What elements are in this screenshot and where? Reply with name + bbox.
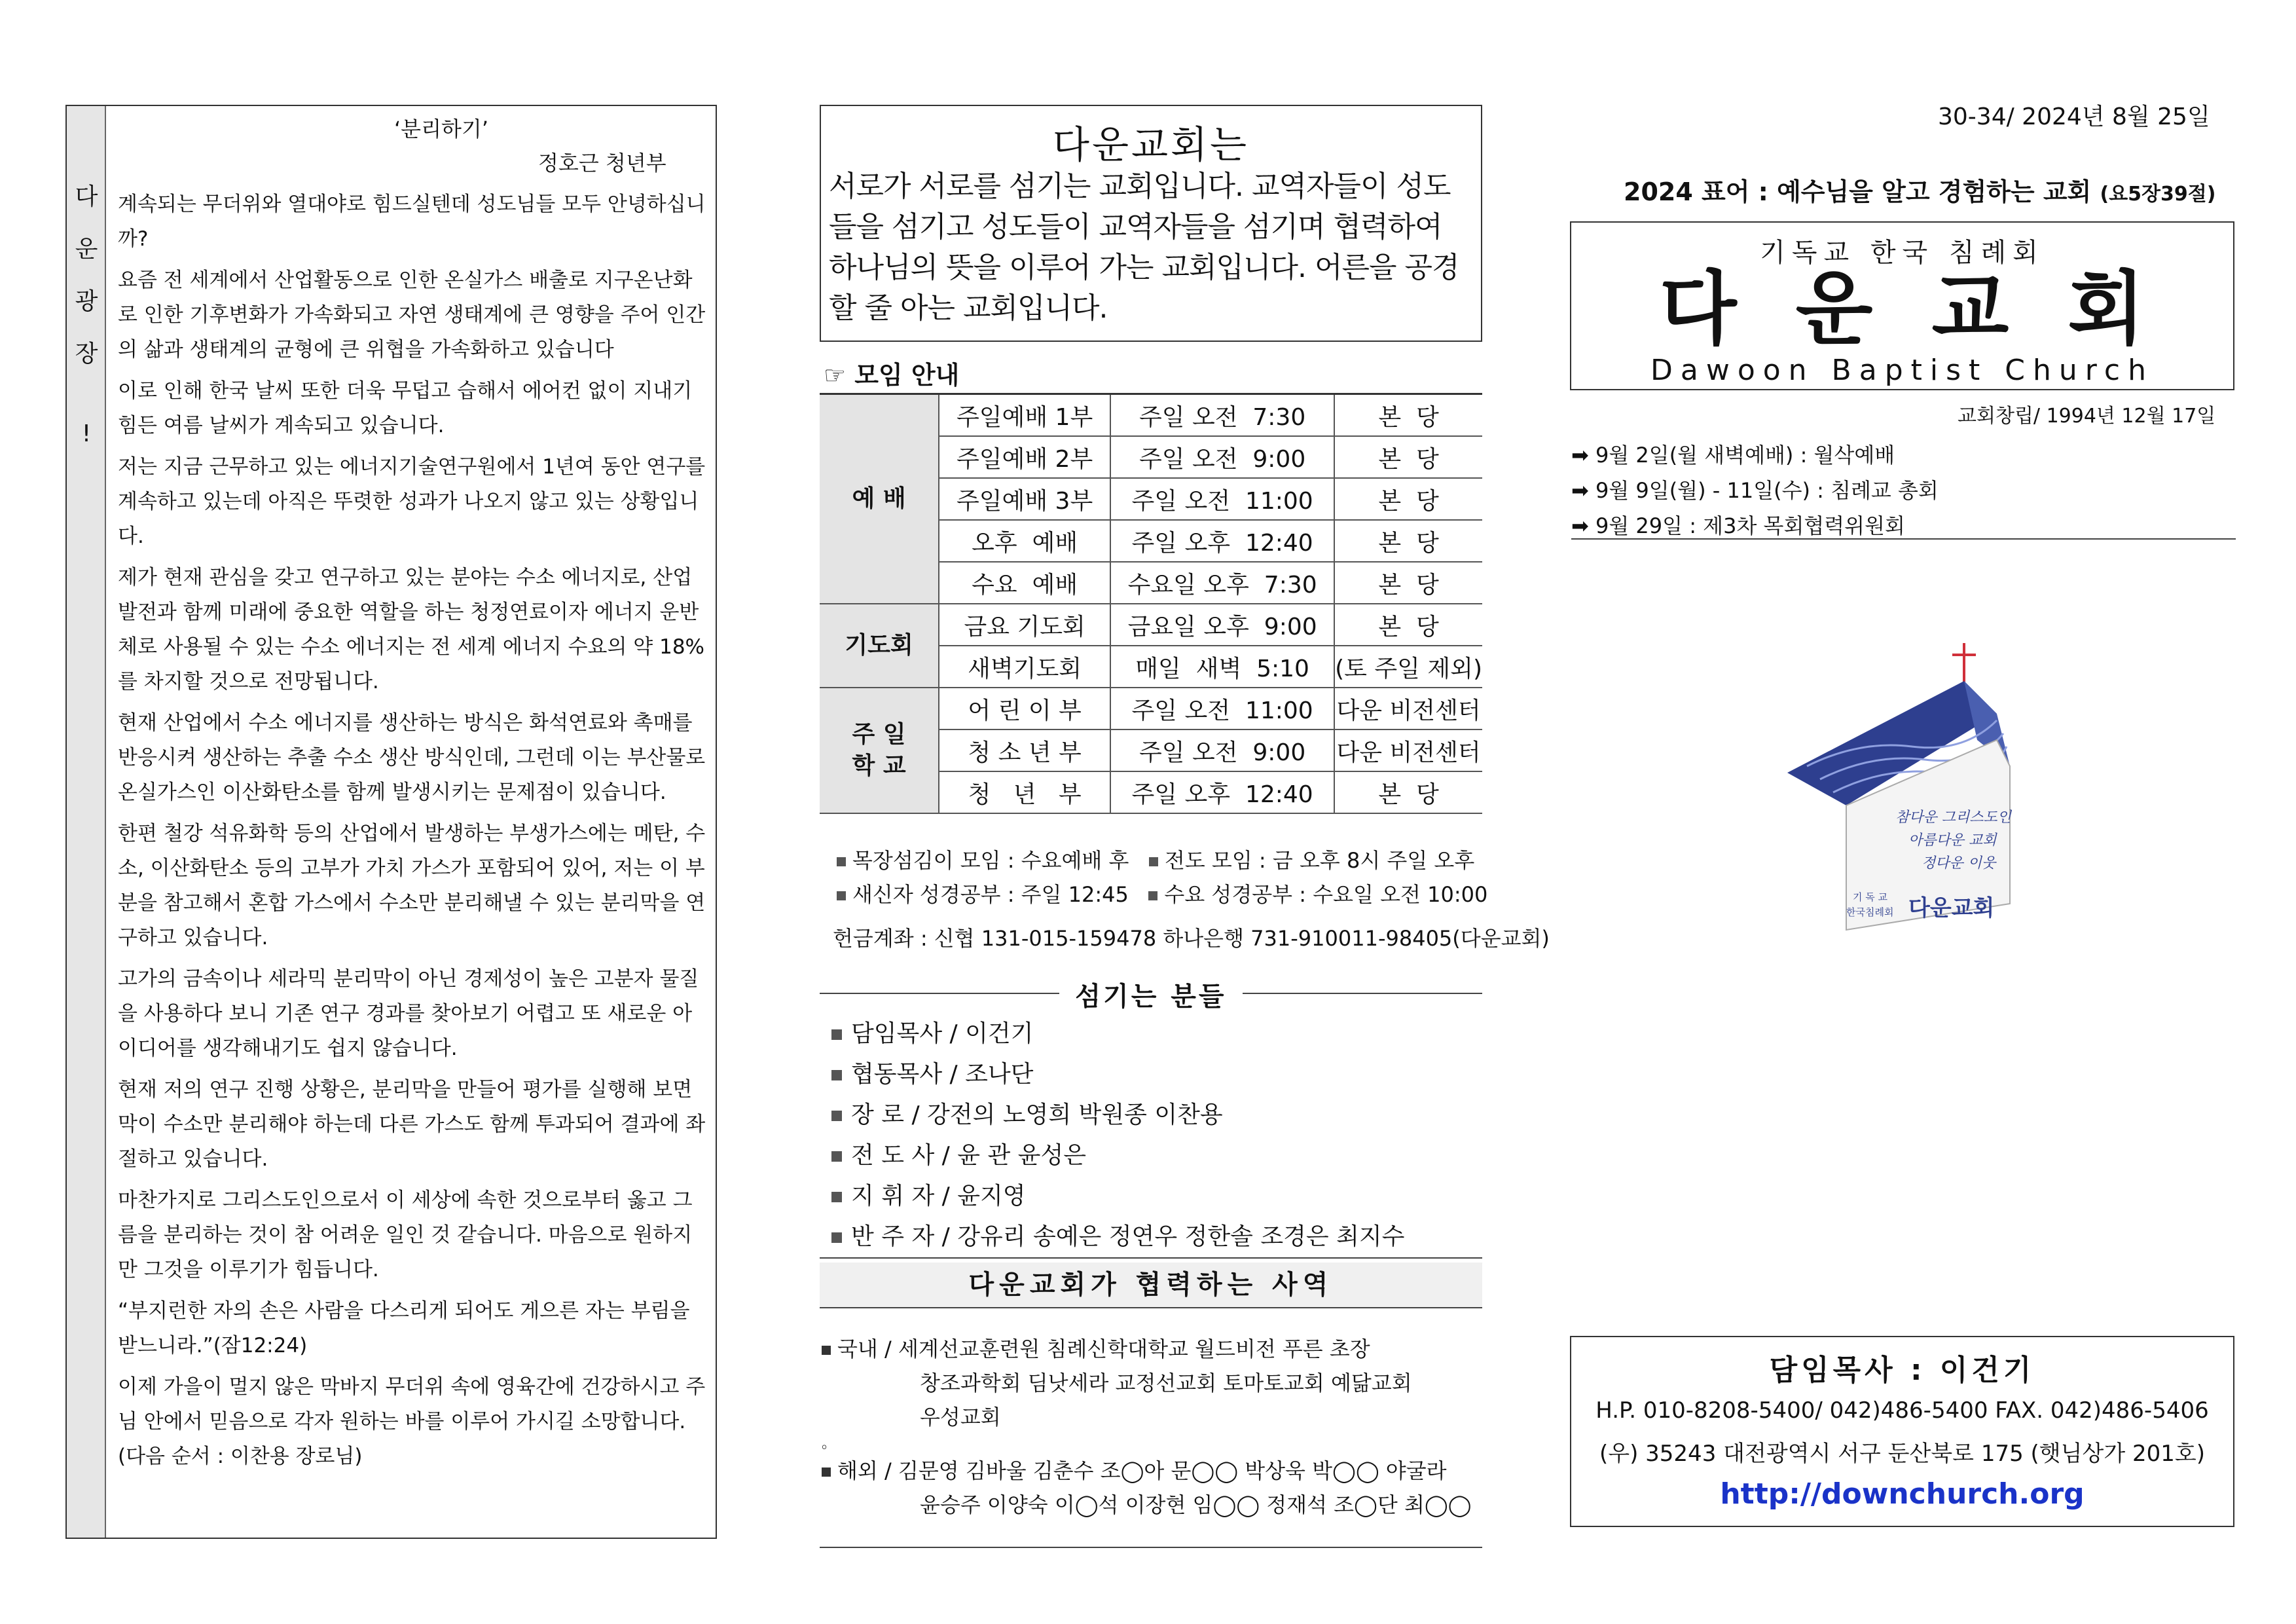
- founded-date: 교회창립/ 1994년 12월 17일: [1958, 405, 2216, 428]
- side-title-char: 광: [75, 288, 98, 315]
- schedule-name: 어 린 이 부: [939, 688, 1110, 729]
- cooperation-heading: 다운교회가 협력하는 사역: [820, 1263, 1482, 1308]
- list-item: 창조과학회 딤낫세라 교정선교회 토마토교회 예닮교회: [920, 1371, 1412, 1395]
- essay-paragraph: 마찬가지로 그리스도인으로서 이 세상에 속한 것으로부터 옳고 그름을 분리하는 것이 참 어려운 일인 것 같습니다. 마음으로 원하지만 그것을 이루기가 힘듭니다.: [118, 1189, 693, 1282]
- cooperation-list: [822, 1332, 1472, 1522]
- schedule-place: 다운 비전센터: [1334, 688, 1482, 729]
- table-row: [820, 688, 1482, 729]
- motto-reference: (요5장39절): [2100, 183, 2216, 206]
- servers-heading-text: 섬기는 분들: [1059, 982, 1242, 1012]
- list-item: [831, 1176, 1404, 1217]
- logo-small: 한국침례회: [1846, 906, 1894, 918]
- schedule-name: 금요 기도회: [939, 604, 1110, 646]
- arrow-right-icon: ➡: [1571, 478, 1595, 503]
- issue-date: 30-34/ 2024년 8월 25일: [1938, 103, 2210, 130]
- server-entry: 담임목사 / 이건기: [851, 1020, 1034, 1047]
- schedule-time: 수요일 오후 7:30: [1110, 562, 1334, 604]
- list-item: [831, 1095, 1404, 1135]
- essay-author: 정호근 청년부: [538, 151, 666, 175]
- schedule-place: 본 당: [1334, 604, 1482, 646]
- server-entry: 장 로 / 강전의 노영희 박원종 이찬용: [851, 1101, 1223, 1128]
- list-item: [822, 1454, 1472, 1488]
- side-title-char: 다: [75, 183, 98, 210]
- logo-line: 아름다운 교회: [1908, 832, 1997, 849]
- arrow-right-icon: ➡: [1571, 443, 1595, 468]
- church-logo: [1781, 642, 2030, 943]
- note-item: 수요 성경공부 : 수요일 오전 10:00: [1164, 882, 1488, 907]
- notes-row: [837, 843, 1487, 877]
- note-item: 새신자 성경공부 : 주일 12:45: [852, 882, 1129, 907]
- essay-paragraph: 제가 현재 관심을 갖고 연구하고 있는 분야는 수소 에너지로, 산업 발전과 함께 미래에 중요한 역할을 하는 청정연료이자 에너지 운반체로 사용될 수 있는 수소 에너지는 전 세계 에너지 수요의 약 18%를 차지할 것으로 전망됩니다.: [118, 566, 704, 693]
- note-item: 목장섬김이 모임 : 수요예배 후: [852, 848, 1129, 873]
- church-name-box: [1570, 221, 2234, 390]
- church-intro-box: [820, 105, 1482, 342]
- essay-paragraph: 요즘 전 세계에서 산업활동으로 인한 온실가스 배출로 지구온난화로 인한 기후변화가 가속화되고 자연 생태계에 큰 영향을 주어 인간의 삶과 생태계의 균형에 큰 위협을 가속화하고 있습니다: [118, 268, 706, 361]
- table-row: [820, 394, 1482, 437]
- coop-entry: 세계선교훈련원 침례신학대학교 월드비전 푸른 초장: [898, 1337, 1370, 1361]
- intro-text: 서로가 서로를 섬기는 교회입니다. 교역자들이 성도들을 섬기고 성도들이 교역자들을 섬기며 협력하여 하나님의 뜻을 이루어 가는 교회입니다. 어른을 공경할 줄 아는 교회입니다.: [829, 170, 1459, 325]
- bullet-square-icon: [831, 1192, 842, 1202]
- schedule-name: 오후 예배: [939, 520, 1110, 562]
- bullet-square-icon: [1148, 891, 1157, 900]
- bullet-square-icon: [1149, 857, 1158, 866]
- meeting-heading: ☞ 모임 안내: [824, 361, 960, 390]
- schedule-place: 본 당: [1334, 478, 1482, 520]
- schedule-place: 다운 비전센터: [1334, 729, 1482, 771]
- schedule-time: 매일 새벽 5:10: [1110, 646, 1334, 688]
- logo-small: 기 독 교: [1853, 891, 1888, 903]
- essay-paragraph: 현재 저의 연구 진행 상황은, 분리막을 만들어 평가를 실행해 보면 막이 수소만 분리해야 하는데 다른 가스도 함께 투과되어 결과에 좌절하고 있습니다.: [118, 1078, 706, 1171]
- contact-box: [1570, 1336, 2234, 1527]
- list-item: [1571, 473, 1939, 508]
- event-entry: 9월 9일(월) - 11일(수) : 침례교 총회: [1595, 478, 1939, 503]
- denomination: 기독교 한국 침례회: [1760, 238, 2045, 268]
- schedule-name: 주일예배 1부: [939, 394, 1110, 437]
- essay-paragraph: 이제 가을이 멀지 않은 막바지 무더위 속에 영육간에 건강하시고 주님 안에서 믿음으로 각자 원하는 바를 이루어 가시길 소망합니다. (다음 순서 : 이찬용 장로님): [118, 1375, 706, 1468]
- offering-account: 헌금계좌 : 신협 131-015-159478 하나은행 731-910011-98405(다운교회): [833, 926, 1550, 951]
- bullet-square-icon: [831, 1111, 842, 1121]
- schedule-name: 수요 예배: [939, 562, 1110, 604]
- senior-pastor: 담임목사 : 이건기: [1769, 1354, 2035, 1387]
- bullet-square-icon: [831, 1070, 842, 1080]
- intro-title: 다운교회는: [1052, 122, 1250, 167]
- schedule-group: 기도회: [820, 604, 939, 688]
- annual-motto: [1624, 172, 2215, 208]
- schedule-name: 청 년 부: [939, 771, 1110, 813]
- bullet-square-icon: [822, 1346, 831, 1355]
- schedule-place: 본 당: [1334, 394, 1482, 437]
- list-item: 우성교회: [920, 1405, 1001, 1430]
- meeting-schedule-table: [820, 393, 1482, 814]
- bullet-square-icon: [831, 1151, 842, 1162]
- server-entry: 협동목사 / 조나단: [851, 1061, 1034, 1088]
- schedule-place: (토 주일 제외): [1334, 646, 1482, 688]
- bullet-square-icon: [822, 1467, 831, 1477]
- essay-paragraph: 계속되는 무더위와 열대야로 힘드실텐데 성도님들 모두 안녕하십니까?: [118, 193, 706, 251]
- divider: [820, 1547, 1482, 1548]
- coop-entry: 김문영 김바울 김춘수 조◯아 문◯◯ 박상욱 박◯◯ 야굴라: [898, 1458, 1447, 1483]
- list-item: [1571, 437, 1939, 473]
- server-entry: 반 주 자 / 강유리 송예은 정연우 정한솔 조경은 최지수: [851, 1223, 1405, 1250]
- essay-paragraph: 현재 산업에서 수소 에너지를 생산하는 방식은 화석연료와 촉매를 반응시켜 생산하는 추출 수소 생산 방식인데, 그런데 이는 부산물로 온실가스인 이산화탄소를 함께 발생시키는 문제점이 있습니다.: [118, 711, 706, 804]
- church-name-english: Dawoon Baptist Church: [1650, 354, 2154, 387]
- list-item: 윤승주 이양숙 이◯석 이장현 임◯◯ 정재석 조◯단 최◯◯: [920, 1492, 1472, 1517]
- servers-list: [831, 1014, 1404, 1257]
- essay-paragraph: 저는 지금 근무하고 있는 에너지기술연구원에서 1년여 동안 연구를 계속하고 있는데 아직은 뚜렷한 성과가 나오지 않고 있는 상황입니다.: [118, 455, 706, 548]
- schedule-time: 주일 오전 7:30: [1110, 394, 1334, 437]
- list-item: [822, 1332, 1472, 1366]
- coop-label: 국내 /: [837, 1337, 892, 1361]
- address: (우) 35243 대전광역시 서구 둔산북로 175 (햇님상가 201호): [1599, 1441, 2205, 1467]
- schedule-name: 주일예배 3부: [939, 478, 1110, 520]
- events-list: [1571, 437, 1939, 544]
- essay-body: [118, 187, 710, 1481]
- event-entry: 9월 2일(월 새벽예배) : 월삭예배: [1595, 443, 1895, 468]
- side-title-char: 운: [75, 236, 98, 263]
- schedule-time: 주일 오전 11:00: [1110, 478, 1334, 520]
- arrow-right-icon: ➡: [1571, 513, 1595, 538]
- phone-fax: H.P. 010-8208-5400/ 042)486-5400 FAX. 042)486-5406: [1595, 1397, 2209, 1424]
- schedule-place: 본 당: [1334, 771, 1482, 813]
- schedule-place: 본 당: [1334, 562, 1482, 604]
- logo-line: 정다운 이웃: [1922, 855, 1996, 872]
- schedule-time: 주일 오후 12:40: [1110, 520, 1334, 562]
- event-entry: 9월 29일 : 제3차 목회협력위원회: [1595, 513, 1905, 538]
- schedule-time: 주일 오전 9:00: [1110, 436, 1334, 478]
- schedule-place: 본 당: [1334, 520, 1482, 562]
- side-title-char: 장: [75, 341, 98, 367]
- list-item: [831, 1014, 1404, 1054]
- essay-paragraph: “부지런한 자의 손은 사람을 다스리게 되어도 게으른 자는 부림을 받느니라.”(잠12:24): [118, 1299, 690, 1357]
- divider: [1571, 538, 2236, 540]
- motto-text: 2024 표어 : 예수님을 알고 경험하는 교회: [1624, 177, 2092, 206]
- schedule-time: 주일 오전 9:00: [1110, 729, 1334, 771]
- side-title-bar: [67, 106, 106, 1538]
- server-entry: 지 휘 자 / 윤지영: [851, 1183, 1026, 1209]
- bullet-square-icon: [831, 1232, 842, 1243]
- divider: [820, 1257, 1482, 1259]
- bullet-square-icon: [837, 857, 846, 866]
- schedule-name: 청 소 년 부: [939, 729, 1110, 771]
- schedule-name: 새벽기도회: [939, 646, 1110, 688]
- coop-label: 해외 /: [837, 1458, 892, 1483]
- list-item: [831, 1135, 1404, 1176]
- list-item: [831, 1054, 1404, 1095]
- schedule-group: 주 일 학 교: [820, 688, 939, 813]
- schedule-place: 본 당: [1334, 436, 1482, 478]
- website-link[interactable]: http://downchurch.org: [1720, 1477, 2085, 1511]
- column-essay: [65, 105, 717, 1539]
- logo-name: 다운교회: [1908, 895, 1995, 921]
- essay-paragraph: 이로 인해 한국 날씨 또한 더욱 무덥고 습해서 에어컨 없이 지내기 힘든 여름 날씨가 계속되고 있습니다.: [118, 379, 693, 437]
- schedule-time: 주일 오전 11:00: [1110, 688, 1334, 729]
- small-mark: 。: [822, 1435, 837, 1452]
- bullet-square-icon: [831, 1029, 842, 1040]
- church-name: 다운교회: [1659, 263, 2204, 356]
- essay-title: ‘분리하기’: [394, 117, 488, 141]
- notes-row: [837, 877, 1487, 912]
- servers-heading: [820, 976, 1482, 1012]
- schedule-time: 금요일 오후 9:00: [1110, 604, 1334, 646]
- table-row: [820, 604, 1482, 646]
- logo-line: 참다운 그리스도인: [1895, 809, 2012, 826]
- bullet-square-icon: [837, 891, 846, 900]
- essay-paragraph: 고가의 금속이나 세라믹 분리막이 아닌 경제성이 높은 고분자 물질을 사용하다 보니 기존 연구 경과를 찾아보기 어렵고 또 새로운 아이디어를 생각해내기도 쉽지 않습니다.: [118, 967, 699, 1060]
- meeting-notes: [837, 843, 1487, 912]
- schedule-group: 예 배: [820, 394, 939, 604]
- note-item: 전도 모임 : 금 오후 8시 주일 오후: [1164, 848, 1475, 873]
- server-entry: 전 도 사 / 윤 관 윤성은: [851, 1142, 1086, 1169]
- schedule-time: 주일 오후 12:40: [1110, 771, 1334, 813]
- essay-paragraph: 한편 철강 석유화학 등의 산업에서 발생하는 부생가스에는 메탄, 수소, 이산화탄소 등의 고부가 가치 가스가 포함되어 있어, 저는 이 부분을 참고해서 혼합 가스에서 수소만 분리해낼 수 있는 분리막을 연구하고 있습니다.: [118, 822, 706, 950]
- side-title-char: !: [81, 420, 92, 447]
- list-item: [831, 1217, 1404, 1257]
- schedule-name: 주일예배 2부: [939, 436, 1110, 478]
